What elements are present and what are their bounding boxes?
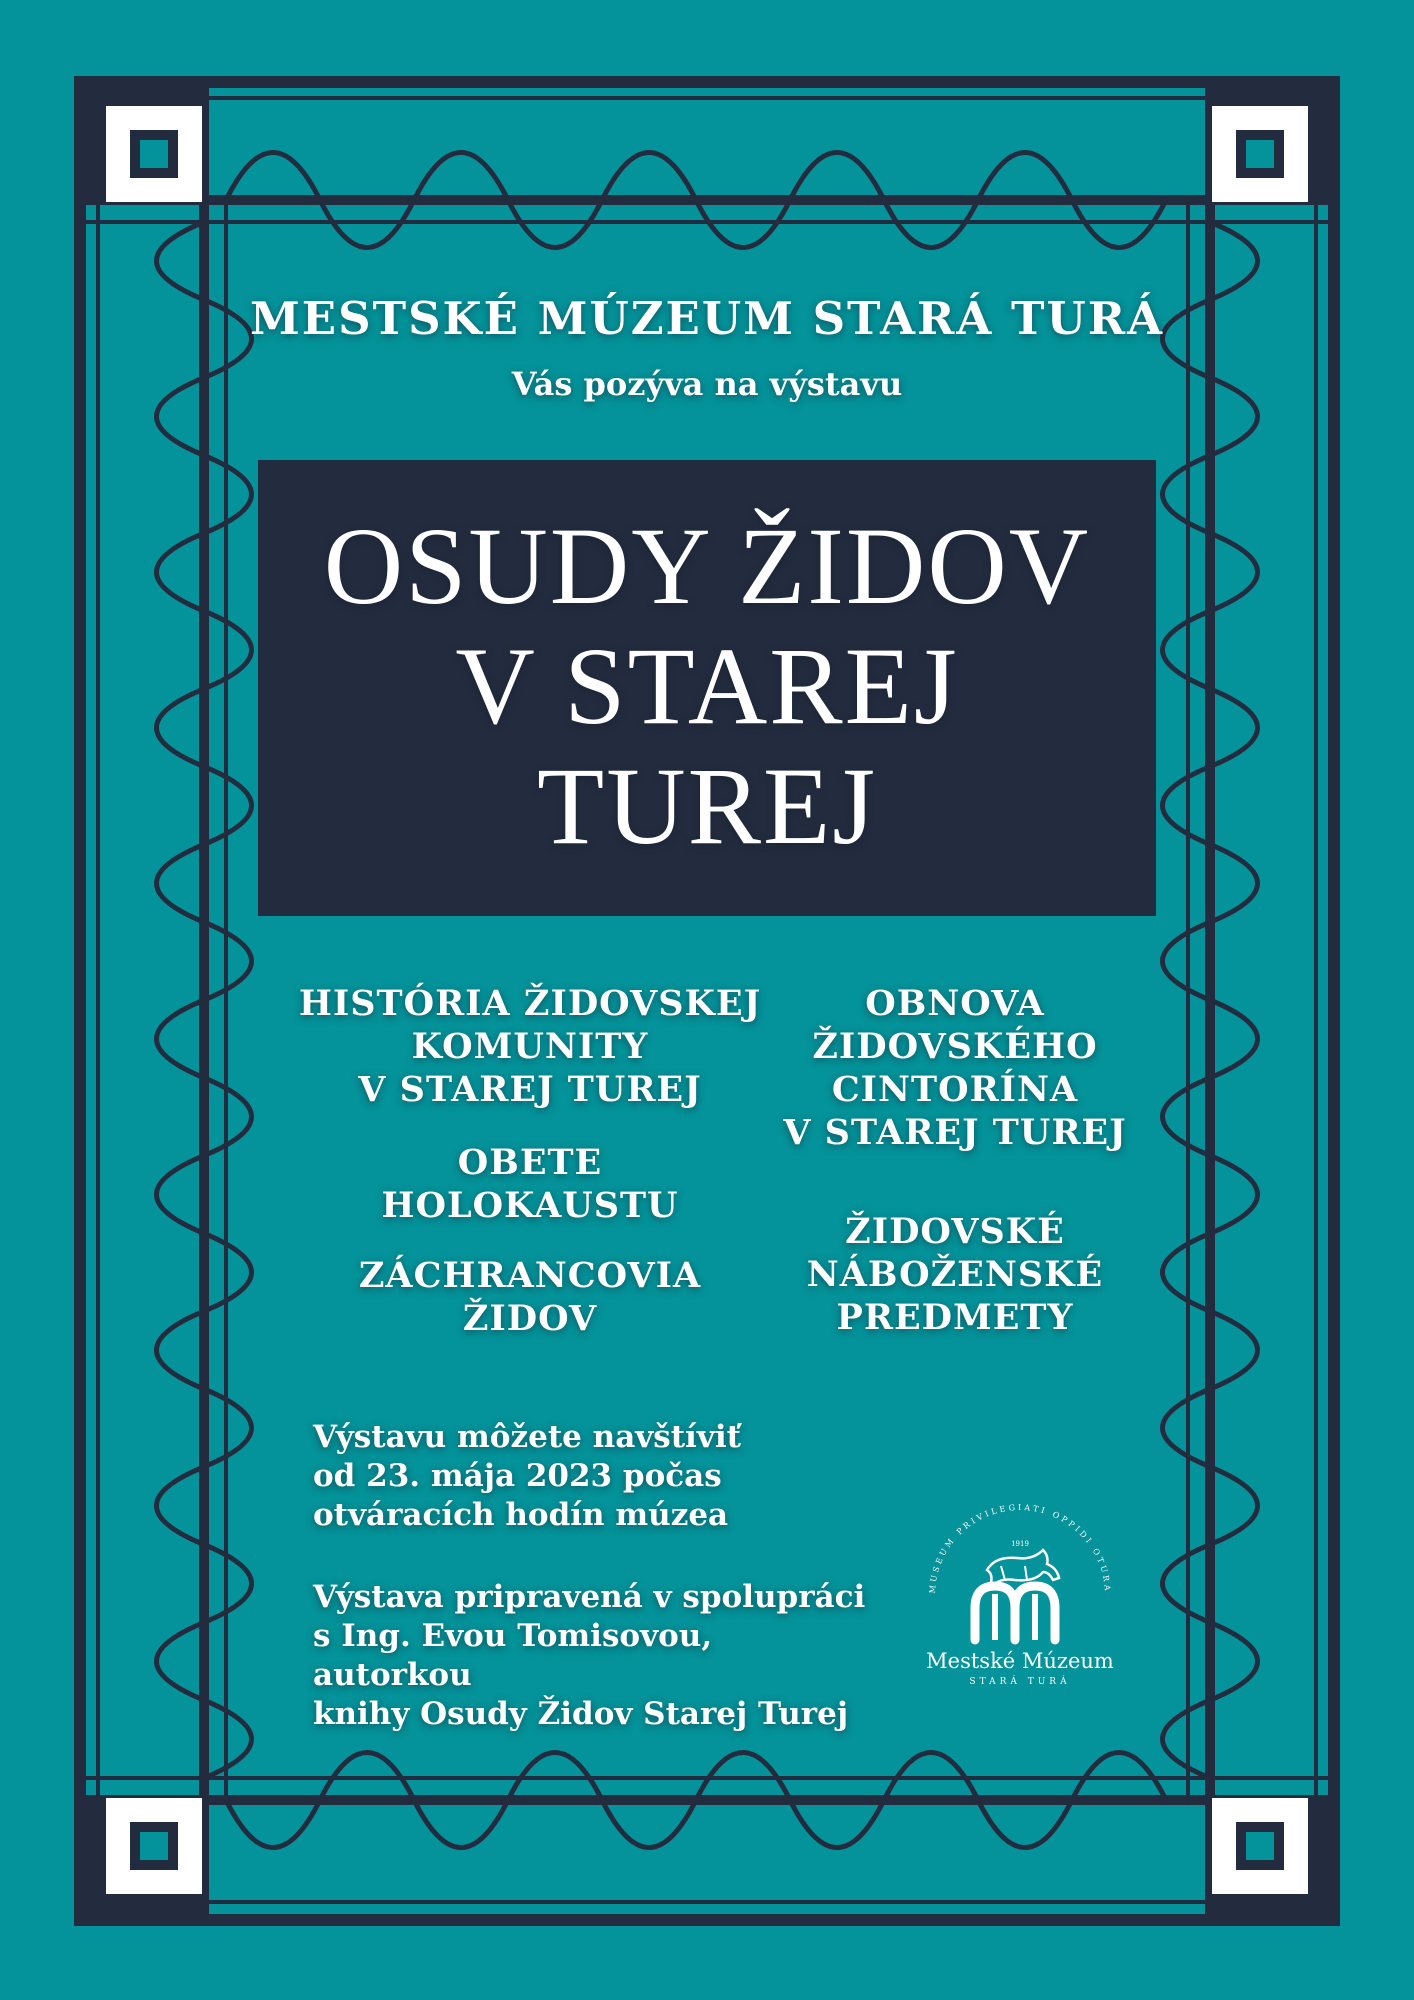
invitation-text: Vás pozýva na výstavu	[511, 365, 903, 403]
wave-border-left	[157, 222, 252, 1778]
topic-religious-objects: ŽIDOVSKÉ NÁBOŽENSKÉ PREDMETY	[806, 1211, 1104, 1338]
cooperation-info: Výstava pripravená v spolupráci s Ing. Evou Tomisovou, autorkou knihy Osudy Židov Starej Turej	[313, 1579, 866, 1732]
corner-square-ornament-bottom-right	[1210, 1798, 1328, 1914]
topic-holocaust-victims: OBETE HOLOKAUSTU	[381, 1142, 679, 1226]
logo-year: 1919	[1011, 1540, 1029, 1548]
corner-square-ornament-bottom-left	[86, 1798, 204, 1914]
visit-info: Výstavu môžete navštíviť od 23. mája 2023 počas otváracích hodín múzea	[313, 1419, 741, 1533]
topic-rescuers: ZÁCHRANCOVIA ŽIDOV	[358, 1255, 702, 1339]
corner-square-ornament-top-left	[86, 88, 204, 202]
logo-place: STARÁ TURÁ	[969, 1677, 1071, 1687]
logo-ring-text: MUSEUM PRIVILEGIATI OPPIDI OTURA	[927, 1502, 1113, 1594]
museum-name: MESTSKÉ MÚZEUM STARÁ TURÁ	[249, 292, 1165, 345]
exhibition-title-box	[258, 460, 1156, 916]
museum-logo-icon	[905, 1500, 1135, 1700]
logo-name: Mestské Múzeum	[926, 1649, 1114, 1673]
topic-cemetery-restoration: OBNOVA ŽIDOVSKÉHO CINTORÍNA V STAREJ TUREJ	[783, 983, 1127, 1153]
title-line-1: OSUDY ŽIDOV	[323, 505, 1091, 627]
topic-history: HISTÓRIA ŽIDOVSKEJ KOMUNITY V STAREJ TUREJ	[298, 983, 762, 1110]
title-line-2: V STAREJ	[455, 625, 959, 747]
corner-square-ornament-top-right	[1210, 88, 1328, 202]
wave-border-right	[1163, 222, 1258, 1778]
title-line-3: TUREJ	[537, 745, 877, 867]
